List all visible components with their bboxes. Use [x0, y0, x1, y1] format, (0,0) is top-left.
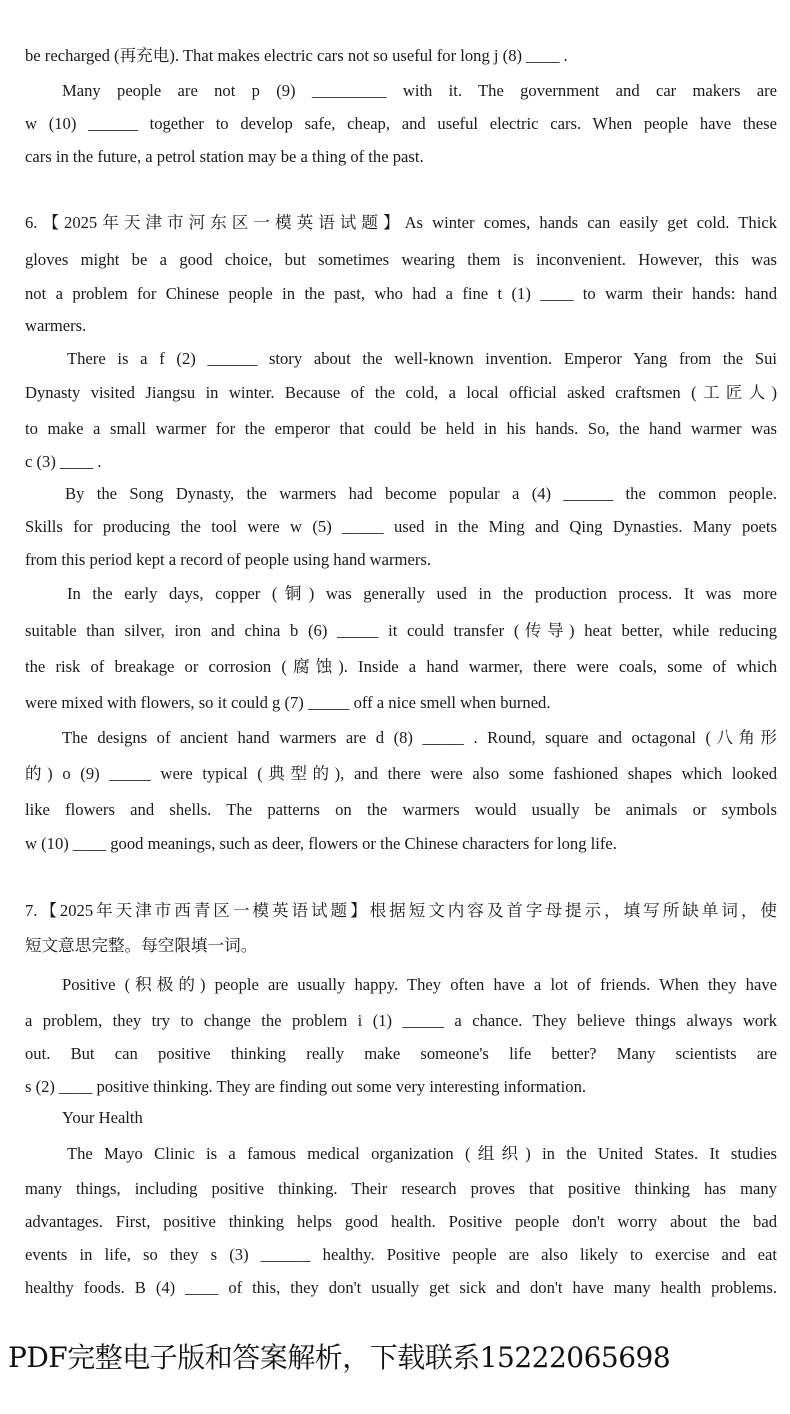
- text-line: w (10) ______ together to develop safe, cheap, and useful electric cars. When people have these: [25, 114, 777, 133]
- text-line: many things, including positive thinking. Their research proves that positive thinking has many: [25, 1179, 777, 1198]
- text-line: 短文意思完整。每空限填一词。: [25, 936, 258, 955]
- text-line: suitable than silver, iron and china b (6) _____ it could transfer (传导) heat better, while reducing: [25, 621, 777, 640]
- text-line: advantages. First, positive thinking helps good health. Positive people don't worry about the bad: [25, 1212, 777, 1231]
- text-line: warmers.: [25, 316, 87, 335]
- text-line: Positive (积极的) people are usually happy. They often have a lot of friends. When they have: [62, 975, 777, 994]
- text-line: cars in the future, a petrol station may be a thing of the past.: [25, 147, 424, 166]
- text-line: be recharged (再充电). That makes electric cars not so useful for long j (8) ____ .: [25, 46, 568, 65]
- text-line: healthy foods. B (4) ____ of this, they don't usually get sick and don't have many health problems.: [25, 1278, 777, 1297]
- text-line: By the Song Dynasty, the warmers had become popular a (4) ______ the common people.: [65, 484, 777, 503]
- text-line: not a problem for Chinese people in the past, who had a fine t (1) ____ to warm their hands: hand: [25, 284, 777, 303]
- text-line: like flowers and shells. The patterns on the warmers would usually be animals or symbols: [25, 800, 777, 819]
- text-line: Dynasty visited Jiangsu in winter. Because of the cold, a local official asked craftsmen (工匠人): [25, 383, 777, 402]
- text-line: In the early days, copper (铜) was generally used in the production process. It was more: [67, 584, 777, 603]
- text-line: from this period kept a record of people using hand warmers.: [25, 550, 431, 569]
- text-line: the risk of breakage or corrosion (腐蚀). Inside a hand warmer, there were coals, some of which: [25, 657, 777, 676]
- text-line: events in life, so they s (3) ______ healthy. Positive people are also likely to exercise and eat: [25, 1245, 777, 1264]
- text-line: There is a f (2) ______ story about the well-known invention. Emperor Yang from the Sui: [67, 349, 777, 368]
- section-subheading: Your Health: [62, 1108, 143, 1127]
- text-line: Many people are not p (9) _________ with it. The government and car makers are: [62, 81, 777, 100]
- text-line: a problem, they try to change the problem i (1) _____ a chance. They believe things always work: [25, 1011, 777, 1030]
- text-line: c (3) ____ .: [25, 452, 102, 471]
- text-line: The Mayo Clinic is a famous medical organization (组织) in the United States. It studies: [67, 1144, 777, 1163]
- text-line: 的) o (9) _____ were typical (典型的), and there were also some fashioned shapes which looked: [25, 764, 777, 783]
- text-line: were mixed with flowers, so it could g (7) _____ off a nice smell when burned.: [25, 693, 551, 712]
- question-6-heading-line: 6.【2025年天津市河东区一模英语试题】As winter comes, hands can easily get cold. Thick: [25, 213, 777, 232]
- text-line: to make a small warmer for the emperor that could be held in his hands. So, the hand warmer was: [25, 419, 777, 438]
- text-line: s (2) ____ positive thinking. They are finding out some very interesting information.: [25, 1077, 587, 1096]
- text-line: Skills for producing the tool were w (5) _____ used in the Ming and Qing Dynasties. Many poets: [25, 517, 777, 536]
- text-line: The designs of ancient hand warmers are d (8) _____ . Round, square and octagonal (八角形: [62, 728, 777, 747]
- text-line: gloves might be a good choice, but sometimes wearing them is inconvenient. However, this was: [25, 250, 777, 269]
- question-7-heading-line: 7.【2025年天津市西青区一模英语试题】根据短文内容及首字母提示，填写所缺单词，使: [25, 901, 777, 920]
- text-line: out. But can positive thinking really make someone's life better? Many scientists are: [25, 1044, 777, 1063]
- footer-contact-text: PDF完整电子版和答案解析，下载联系15222065698: [8, 1341, 671, 1374]
- text-line: w (10) ____ good meanings, such as deer, flowers or the Chinese characters for long life.: [25, 834, 617, 853]
